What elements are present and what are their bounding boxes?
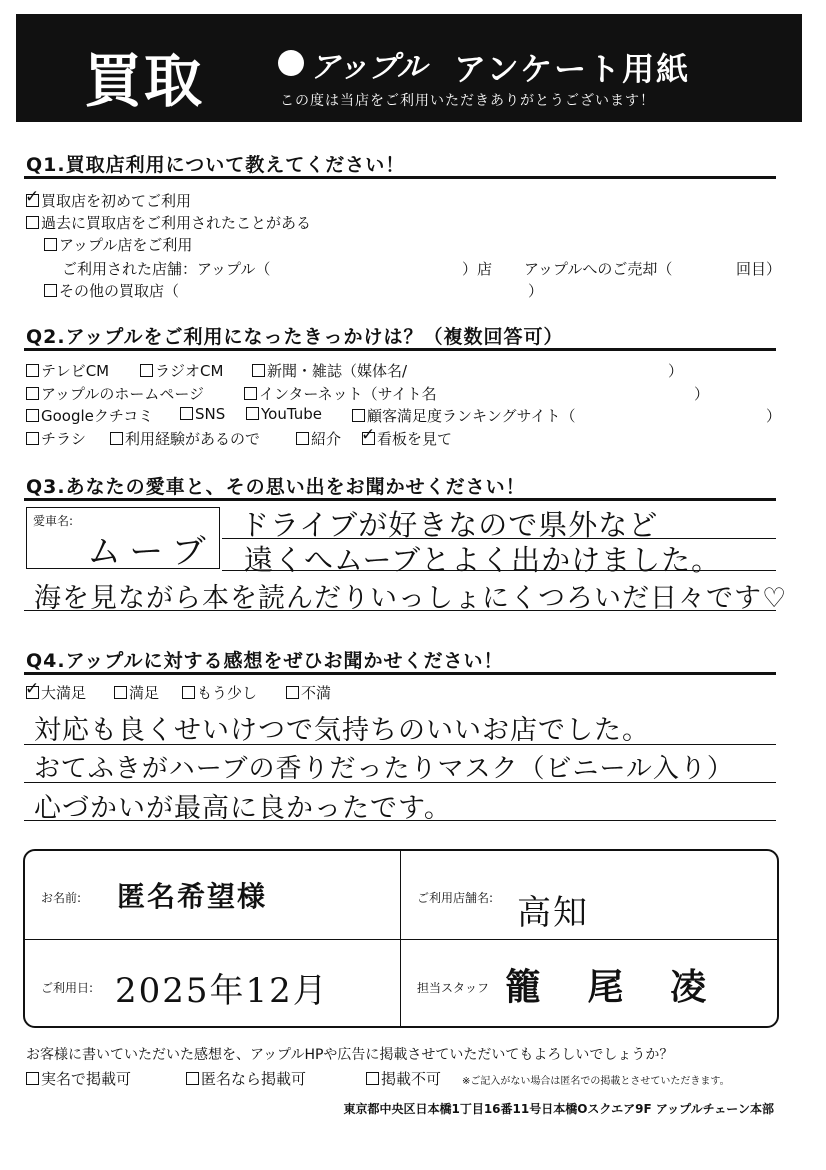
staff-value: 籠 尾 凌 bbox=[505, 966, 707, 1008]
q2-option-internet[interactable]: インターネット（サイト名 bbox=[244, 383, 437, 404]
survey-header bbox=[16, 14, 802, 122]
q1-sales-count-label: アップルへのご売却（ bbox=[524, 260, 673, 278]
publish-option-not-allowed[interactable]: 掲載不可 bbox=[366, 1068, 441, 1089]
q1-option-past[interactable]: 過去に買取店をご利用されたことがある bbox=[26, 212, 311, 233]
q3-answer-line-1: ドライブが好きなので県外など bbox=[240, 508, 659, 542]
customer-info-box bbox=[23, 849, 779, 1028]
name-label: お名前: bbox=[41, 891, 82, 905]
q2-option-signboard[interactable]: ✓ 看板を見て bbox=[362, 428, 452, 449]
kaitori-title: 買取 bbox=[84, 47, 205, 115]
q4-rule-2 bbox=[24, 782, 776, 783]
publish-option-anonymous[interactable]: 匿名なら掲載可 bbox=[186, 1068, 306, 1089]
q4-option-satisfied[interactable]: 満足 bbox=[114, 682, 159, 703]
checkbox-icon bbox=[26, 216, 39, 229]
q1-option-other[interactable]: その他の買取店（ bbox=[44, 280, 179, 301]
brand-name: アップル bbox=[310, 50, 427, 85]
publish-option-real-name[interactable]: 実名で掲載可 bbox=[26, 1068, 131, 1089]
q2-divider bbox=[24, 348, 776, 351]
q2-option-ranking[interactable]: 顧客満足度ランキングサイト（ bbox=[352, 405, 576, 426]
date-label: ご利用日: bbox=[41, 981, 94, 995]
apple-logo-icon bbox=[278, 50, 304, 76]
checkbox-icon bbox=[44, 284, 57, 297]
checkbox-icon bbox=[252, 364, 265, 377]
q1-store-line: ご利用された店舗：アップル（ bbox=[62, 260, 271, 278]
checkbox-icon bbox=[186, 1072, 199, 1085]
q4-title: Q4.アップルに対する感想をぜひお聞かせください！ bbox=[26, 650, 504, 672]
checkbox-checked-icon bbox=[26, 194, 39, 207]
q4-rule-3 bbox=[24, 820, 776, 821]
checkbox-icon bbox=[180, 407, 193, 420]
q3-answer-line-2: 遠くへムーブとよく出かけました。 bbox=[244, 543, 722, 577]
q4-option-very-satisfied[interactable]: ✓大満足 bbox=[26, 682, 86, 703]
date-value: 2025年12月 bbox=[115, 971, 329, 1011]
q1-option-first[interactable]: ✓買取店を初めてご利用 bbox=[26, 190, 191, 211]
checkbox-icon bbox=[246, 407, 259, 420]
q1-store-suffix: ）店 bbox=[462, 260, 493, 278]
q4-answer-line-2: おてふきがハーブの香りだったりマスク（ビニール入り） bbox=[34, 754, 734, 784]
info-divider-vertical bbox=[400, 851, 401, 1026]
header-subtitle: この度は当店をご利用いただきありがとうございます！ bbox=[280, 93, 655, 109]
store-label: ご利用店舗名: bbox=[417, 891, 494, 905]
checkbox-icon bbox=[26, 432, 39, 445]
q2-news-close: ） bbox=[668, 362, 684, 380]
q2-title: Q2.アップルをご利用になったきっかけは？（複数回答可） bbox=[26, 326, 564, 348]
q1-title: Q1.買取店利用について教えてください！ bbox=[26, 154, 406, 176]
q2-option-homepage[interactable]: アップルのホームページ bbox=[26, 383, 204, 404]
q4-answer-line-3: 心づかいが最高に良かったです。 bbox=[34, 793, 452, 824]
name-value: 匿名希望様 bbox=[117, 880, 268, 913]
q4-rule-1 bbox=[24, 744, 776, 745]
q3-rule-2 bbox=[222, 570, 776, 571]
car-name-value: ムーブ bbox=[87, 532, 216, 572]
q2-option-referral[interactable]: 紹介 bbox=[296, 428, 341, 449]
checkbox-icon bbox=[366, 1072, 379, 1085]
checkbox-icon bbox=[44, 238, 57, 251]
q2-option-youtube[interactable]: YouTube bbox=[246, 405, 322, 423]
checkbox-checked-icon bbox=[362, 432, 375, 445]
q1-option-apple[interactable]: アップル店をご利用 bbox=[44, 234, 192, 255]
q2-option-sns[interactable]: SNS bbox=[180, 405, 225, 423]
q2-internet-close: ） bbox=[694, 385, 710, 403]
publish-question: お客様に書いていただいた感想を、アップルHPや広告に掲載させていただいてもよろしいでしょうか？ bbox=[26, 1047, 674, 1063]
checkbox-icon bbox=[26, 1072, 39, 1085]
q1-other-close: ） bbox=[528, 282, 544, 300]
checkbox-icon bbox=[244, 387, 257, 400]
q4-answer-line-1: 対応も良くせいけつで気持ちのいいお店でした。 bbox=[34, 715, 650, 746]
q2-option-tv[interactable]: テレビCM bbox=[26, 360, 109, 381]
q2-option-experience[interactable]: 利用経験があるので bbox=[110, 428, 260, 449]
q3-title: Q3.あなたの愛車と、その思い出をお聞かせください！ bbox=[26, 476, 526, 498]
checkbox-icon bbox=[110, 432, 123, 445]
checkbox-checked-icon bbox=[26, 686, 39, 699]
checkbox-icon bbox=[26, 364, 39, 377]
q3-answer-line-3: 海を見ながら本を読んだりいっしょにくつろいだ日々です♡ bbox=[34, 583, 788, 614]
info-divider-horizontal bbox=[25, 939, 777, 940]
checkbox-icon bbox=[296, 432, 309, 445]
checkbox-icon bbox=[286, 686, 299, 699]
q2-option-radio[interactable]: ラジオCM bbox=[140, 360, 223, 381]
q2-option-flyer[interactable]: チラシ bbox=[26, 428, 86, 449]
q1-divider bbox=[24, 176, 776, 179]
q4-divider bbox=[24, 672, 776, 675]
car-name-label: 愛車名: bbox=[33, 514, 74, 528]
q2-option-news[interactable]: 新聞・雑誌（媒体名/ bbox=[252, 360, 407, 381]
q3-divider bbox=[24, 498, 776, 501]
car-name-box bbox=[26, 507, 220, 572]
q1-sales-count-suffix: 回目） bbox=[736, 260, 782, 278]
checkbox-icon bbox=[114, 686, 127, 699]
checkbox-icon bbox=[182, 686, 195, 699]
checkbox-icon bbox=[352, 409, 365, 422]
q2-option-google[interactable]: Googleクチコミ bbox=[26, 405, 153, 426]
checkbox-icon bbox=[140, 364, 153, 377]
headquarters-address: 東京都中央区日本橋1丁目16番11号日本橋Oスクエア9F アップルチェーン本部 bbox=[343, 1102, 774, 1116]
q4-option-more[interactable]: もう少し bbox=[182, 682, 257, 703]
store-value: 高知 bbox=[517, 893, 589, 933]
publish-note: ※ご記入がない場合は匿名での掲載とさせていただきます。 bbox=[462, 1076, 730, 1087]
q2-ranking-close: ） bbox=[766, 407, 782, 425]
checkbox-icon bbox=[26, 409, 39, 422]
staff-label: 担当スタッフ bbox=[417, 981, 490, 995]
checkbox-icon bbox=[26, 387, 39, 400]
q4-option-unsatisfied[interactable]: 不満 bbox=[286, 682, 331, 703]
q3-rule-3 bbox=[24, 610, 776, 611]
form-title: アンケート用紙 bbox=[454, 50, 691, 88]
